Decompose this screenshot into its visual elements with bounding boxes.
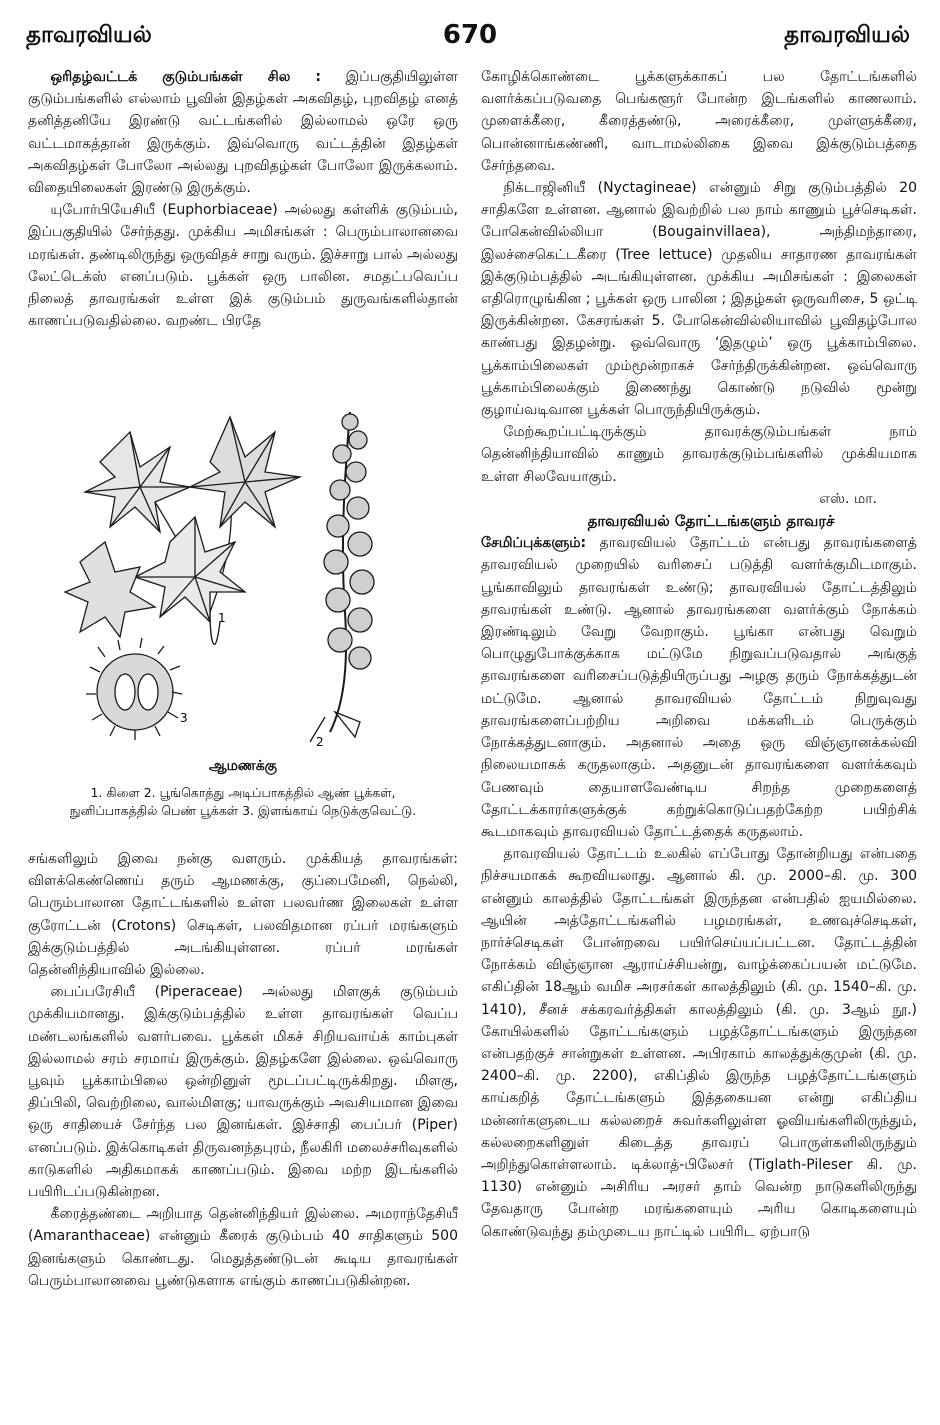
paragraph-body: தாவரவியல் தோட்டம் என்பது தாவரங்களைத் தாவரவியல் முறையில் வரிசைப் படுத்தி வளர்க்குமிடமாகும். பூங்காவிலும் தாவரங்கள் உண்டு; தாவரவியல் தோட்டத்திலும் தாவரங்கள் உண்டு. ஆனால் தாவரங்களை வளர்க்கும் நோக்கம் இரண்டிலும் வேறு வேறாகும். பூங்கா என்பது வெறும் பொழுதுபோக்குக்காக மட்டுமே நிறுவப்படுவதால் அங்குத் தாவரங்களை வரிசைப்படுத்தியிருப்பது அழகு தரும் நோக்கத்துடன் மட்டுமே. ஆனால் தாவரவியல் தோட்டம் நிறுவுவது தாவரங்களைப்பற்றிய அறிவை மக்களிடம் பெருக்கும் நோக்கத்துடனாகும். அதனால் அதை ஒரு விஞ்ஞானக்கல்வி நிலையமாகக் கருதலாகும். அதனுடன் தாவரங்களை வளர்க்கவும் பேணவும் தையாளவேண்டிய சிறந்த முறைகளைத் தோட்டக்காரர்களுக்குக் கற்றுக்கொடுப்பதற்கேற்ற பயிற்சிக் கூடமாகவும் தாவரவியல் தோட்டத்தைக் கருதலாம். <box>481 535 918 840</box>
capsule-section <box>86 638 182 740</box>
paragraph-body: இப்பகுதியிலுள்ள குடும்பங்களில் எல்லாம் பூவின் இதழ்கள் அகவிதழ், புறவிதழ் எனத் தனித்தனியே இரண்டு வட்டங்களில் இல்லாமல் ஒரே ஒரு வட்டமாகத்தான் இருக்கும். இவ்வொரு வட்டத்தின் இதழ்கள் அகவிதழ்கள் போலோ அல்லது புறவிதழ்கள் போலோ இருக்கலாம். விதையிலைகள் இரண்டு இருக்கும். <box>28 69 459 197</box>
left-column-top <box>28 66 458 332</box>
palmate-leaf-2 <box>190 417 300 527</box>
palmate-leaf-1 <box>85 432 190 532</box>
paragraph-euphorbiaceae-cont: சங்களிலும் இவை நன்கு வளரும். முக்கியத் தாவரங்கள்: விளக்கெண்ணெய் தரும் ஆமணக்கு, குப்பைமேனி, நெல்லி, பெரும்பாலான தோட்டங்களில் உள்ள பலவர்ண இலைகள் உள்ள குரோட்டன் (Crotons) செடிகள், பலவிதமான ரப்பர் மரங்களும் இக்குடும்பத்தில் அடங்கியுள்ளன. ரப்பர் மரங்கள் தென்னிந்தியாவில் இல்லை. <box>28 851 458 979</box>
flower-spike-clusters <box>324 414 374 669</box>
paragraph-monochlamydeae <box>28 66 458 199</box>
running-header-right: தாவரவியல் <box>784 22 910 48</box>
palmate-leaf-4 <box>65 542 155 637</box>
section-heading: தாவரவியல் தோட்டங்களும் தாவரச் <box>587 512 835 531</box>
figure-caption <box>28 784 458 820</box>
paragraph-summary: மேற்கூறப்பட்டிருக்கும் தாவரக்குடும்பங்கள் நாம் தென்னிந்தியாவில் காணும் தாவரக்குடும்பங்களில் முக்கியமாக உள்ள சிலவேயாகும். <box>481 424 917 485</box>
paragraph-piperaceae: பைப்பரேசியீ (Piperaceae) அல்லது மிளகுக் குடும்பம் முக்கியமானது. இக்குடும்பத்தில் உள்ள தாவரங்கள் வெப்ப மண்டலங்களில் வளர்பவை. பூக்கள் மிகச் சிறியவாய்க் காம்புகள் இல்லாமல் சரம் சரமாய் இருக்கும். இதழ்களே இல்லை. ஒவ்வொரு பூவும் பூக்காம்பிலை ஒன்றினுள் மூடப்பட்டிருக்கிறது. மிளகு, திப்பிலி, வெற்றிலை, வால்மிளகு; யாவருக்கும் அவசியமான இவை ஒரு சாதியைச் சேர்ந்த பல இனங்கள். இச்சாதி பைப்பர் (Piper) எனப்படும். இக்கொடிகள் திருவனந்தபுரம், நீலகிரி மலைச்சரிவுகளில் காடுகளில் அதிகமாகக் காணப்படும். இவை மற்ற இடங்களில் பயிரிடப்படுகின்றன. <box>28 984 459 1201</box>
figure-caption-line-1: 1. கிளை 2. பூங்கொத்து அடிப்பாகத்தில் ஆண் பூக்கள், <box>90 785 396 800</box>
left-column-bottom <box>28 848 458 1292</box>
paragraph-botanical-gardens <box>481 532 917 843</box>
paragraph-garden-history: தாவரவியல் தோட்டம் உலகில் எப்போது தோன்றியது என்பதை நிச்சயமாகக் கூறவியலாது. ஆனால் கி. மு. 2000–கி. மு. 300 என்னும் காலத்தில் தோட்டங்கள் இருந்தன என்பதில் ஐயமில்லை. ஆயின் அத்தோட்டங்களில் பழமரங்கள், உணவுச்செடிகள், நார்ச்செடிகள் போன்றவை பயிர்செய்யப்பட்டன. தோட்டத்தின் நோக்கம் விஞ்ஞான ஆராய்ச்சியன்று, வாழ்க்கைப்பயன் மட்டுமே. எகிப்தின் 18ஆம் வமிச அரசர்கள் காலத்திலும் (கி. மு. 1540–கி. மு. 1410), சீனச் சக்கரவர்த்திகள் காலத்திலும் (கி. மு. 3ஆம் நூ.) கோயில்களில் தோட்டங்களும் பழத்தோட்டங்களும் இருந்தன என்பதற்குச் சான்றுகள் உள்ளன. அபிரகாம் காலத்துக்குமுன் (கி. மு. 2400–கி. மு. 2200), எகிப்தில் இருந்த பழத்தோட்டங்களும் காய்கறித் தோட்டங்களும் இத்தகையன என்று எகிப்திய மன்னர்களுடைய கல்லறைச் சுவர்களிலுள்ள ஓவியங்களிலிருந்தும், கல்லறைகளினுள் கிடைத்த தாவரப் பொருள்களிலிருந்தும் அறிந்துகொள்ளலாம். டிக்லாத்-பிலேசர் (Tiglath-Pileser கி. மு. 1130) என்னும் அசிரிய அரசர் தாம் வென்ற நாடுகளிலிருந்து தேவதாரு போன்ற மரங்களையும் அரிய கொடிகளையும் கொண்டுவந்து தம்முடைய நாட்டில் பயிரிட ஏற்பாடு <box>481 846 917 1240</box>
castor-plant-illustration <box>60 392 430 750</box>
paragraph-lead: ஒரிதழ்வட்டக் குடும்பங்கள் சில : <box>50 69 322 85</box>
figure-label-1: 1 <box>218 611 226 625</box>
section-heading-lead: சேமிப்புக்களும்: <box>481 535 587 552</box>
figure-caption-line-2: நுனிப்பாகத்தில் பெண் பூக்கள் 3. இளங்காய் நெடுக்குவெட்டு. <box>69 803 417 818</box>
paragraph-amaranthaceae-cont: கோழிக்கொண்டை பூக்களுக்காகப் பல தோட்டங்களில் வளர்க்கப்படுவதை பெங்களூர் போன்ற இடங்களில் காணலாம். முளைக்கீரை, கீரைத்தண்டு, அரைக்கீரை, முள்ளுக்கீரை, பொன்னாங்கண்ணி, வாடாமல்லிகை இவை இக்குடும்பத்தை சேர்ந்தவை. <box>481 69 917 174</box>
author-signature: எஸ். மா. <box>819 490 877 507</box>
paragraph-amaranthaceae: கீரைத்தண்டை அறியாத தென்னிந்தியர் இல்லை. அமராந்தேசியீ (Amaranthaceae) என்னும் கீரைக் குடும்பம் 40 சாதிகளும் 500 இனங்களும் கொண்டது. மெதுத்தண்டுடன் கூடிய தாவரங்கள் பெரும்பாலானவை பூண்டுகளாக எங்கும் காணப்படுகின்றன. <box>28 1206 458 1289</box>
figure-title: ஆமணக்கு <box>208 758 278 774</box>
right-column <box>481 66 917 1243</box>
running-header-left: தாவரவியல் <box>26 22 152 48</box>
paragraph-euphorbiaceae: யுபோர்பியேசியீ (Euphorbiaceae) அல்லது கள்ளிக் குடும்பம், இப்பகுதியில் சேர்ந்தது. முக்கிய அமிசங்கள் : பெரும்பாலானவை மரங்கள். தண்டிலிருந்து ஒருவிதச் சாறு வரும். இச்சாறு பால் அல்லது லேட்டெக்ஸ் எனப்படும். பூக்கள் ஒரு பாலின. சமதட்பவெப்ப நிலைத் தாவரங்கள் உள்ள இக் குடும்பம் துருவங்களில்தான் காணப்படுவதில்லை. வறண்ட பிரதே <box>28 202 458 330</box>
castor-plant-drawing <box>60 392 430 750</box>
paragraph-nyctagineae: நிக்டாஜினியீ (Nyctagineae) என்னும் சிறு குடும்பத்தில் 20 சாதிகளே உள்ளன. ஆனால் இவற்றில் பல நாம் காணும் பூச்செடிகள். போகென்வில்லியா (Bougainvillaea), அந்திமந்தாரை, இலச்சைகெட்டகீரை (Tree lettuce) முதலிய சாதாரண தாவரங்கள் இக்குடும்பத்தில் அடங்கியுள்ளன. முக்கிய அமிசங்கள் : இலைகள் எதிரொழுங்கின ; பூக்கள் ஒரு பாலின ; இதழ்கள் ஒருவரிசை, 5 ஒட்டி இருக்கின்றன. கேசரங்கள் 5. போகென்வில்லியாவில் பூவிதழ்போல காண்பது இதழன்று. ஒவ்வொரு ‘இதழும்’ ஒரு பூக்காம்பிலை. பூக்காம்பிலைகள் மும்மூன்றாகச் சேர்ந்திருக்கின்றன. ஒவ்வொரு பூக்காம்பிலைக்கும் இணைந்து கொண்டு நடுவில் மூன்று குழாய்வடிவான பூக்கள் பொருந்தியிருக்கும். <box>481 180 917 419</box>
figure-label-3: 3 <box>180 711 188 725</box>
page-number: 670 <box>442 20 498 50</box>
figure-label-2: 2 <box>316 735 324 749</box>
